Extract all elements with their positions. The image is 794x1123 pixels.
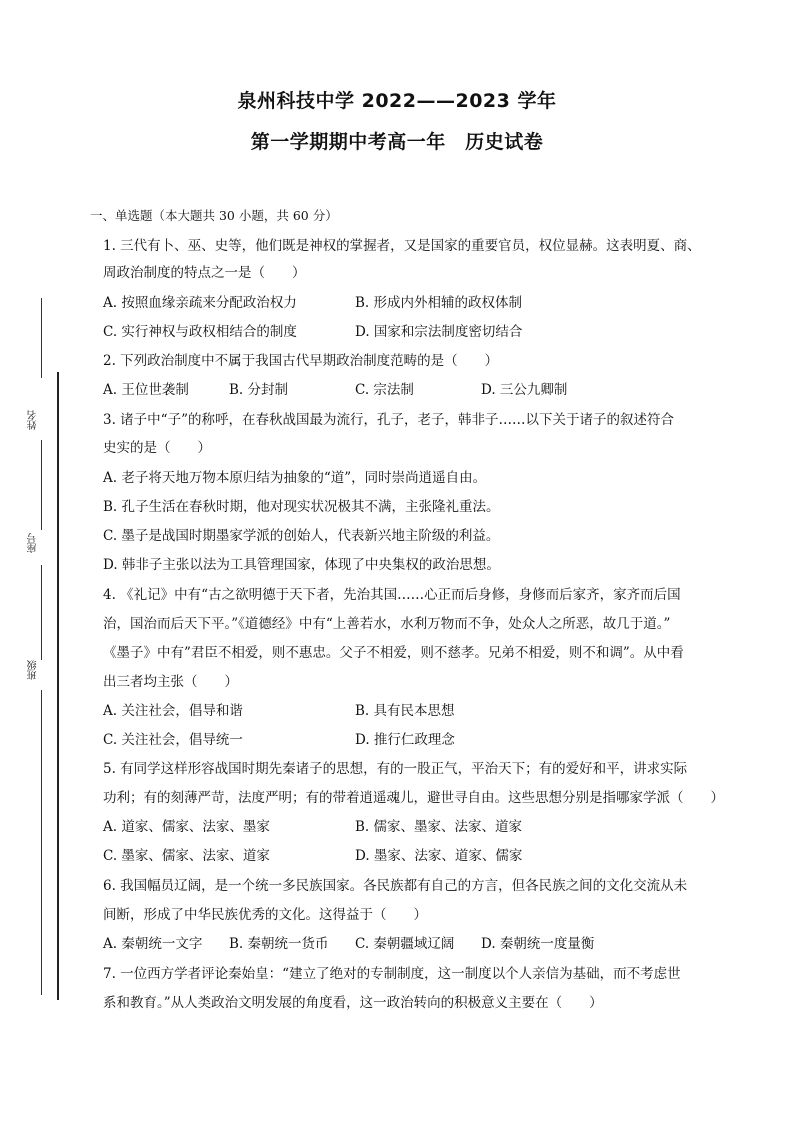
- q1-option-d: D. 国家和宗法制度密切结合: [355, 324, 523, 340]
- q6-option-b: B. 秦朝统一货币: [229, 936, 329, 952]
- margin-line-name: [41, 440, 42, 530]
- q3-option-d: D. 韩非子主张以法为工具管理国家，体现了中央集权的政治思想。: [103, 557, 500, 573]
- margin-seat-label: 座号: [28, 533, 39, 553]
- q1-line-1: 1. 三代有卜、巫、史等，他们既是神权的掌握者，又是国家的重要官员，权位显赫。这表明夏、商、: [103, 238, 701, 254]
- q3-option-c: C. 墨子是战国时期墨家学派的创始人，代表新兴地主阶级的利益。: [103, 528, 500, 544]
- margin-line-seat: [41, 565, 42, 660]
- q1-line-2: 周政治制度的特点之一是（ ）: [103, 265, 306, 281]
- q6-line-1: 6. 我国幅员辽阔，是一个统一多民族国家。各民族都有自己的方言，但各民族之间的文化交流从未: [103, 878, 688, 894]
- binding-line: [57, 372, 59, 1000]
- q1-option-a: A. 按照血缘亲疏来分配政治权力: [103, 295, 297, 311]
- q5-option-d: D. 墨家、法家、道家、儒家: [355, 848, 523, 864]
- section-heading: 一、单选题（本大题共 30 小题，共 60 分）: [90, 208, 338, 223]
- title-line-2: 第一学期期中考高一年 历史试卷: [250, 131, 544, 153]
- q4-option-d: D. 推行仁政理念: [355, 732, 455, 748]
- q4-option-b: B. 具有民本思想: [355, 703, 455, 719]
- q5-option-c: C. 墨家、儒家、法家、道家: [103, 848, 270, 864]
- q4-line-1: 4. 《礼记》中有“古之欲明德于天下者，先治其国……心正而后身修，身修而后家齐，家齐而后国: [103, 587, 681, 603]
- q5-option-b: B. 儒家、墨家、法家、道家: [355, 819, 523, 835]
- q4-line-4: 出三者均主张（ ）: [103, 674, 238, 690]
- q2-option-c: C. 宗法制: [355, 382, 414, 398]
- q6-line-2: 间断，形成了中华民族优秀的文化。这得益于（ ）: [103, 907, 427, 923]
- q7-line-2: 系和教育。”从人类政治文明发展的角度看，这一政治转向的积极意义主要在（ ）: [103, 995, 603, 1011]
- margin-line-bottom: [41, 690, 42, 995]
- q3-line-1: 3. 诸子中“子”的称呼，在春秋战国最为流行，孔子，老子，韩非子……以下关于诸子的叙述符合: [103, 412, 674, 428]
- q3-line-2: 史实的是（ ）: [103, 440, 211, 456]
- title-line-1: 泉州科技中学 2022——2023 学年: [237, 90, 557, 112]
- margin-name-label: 姓名: [28, 410, 39, 430]
- q5-option-a: A. 道家、儒家、法家、墨家: [103, 819, 270, 835]
- q2-option-b: B. 分封制: [229, 382, 289, 398]
- q3-option-b: B. 孔子生活在春秋时期，他对现实状况极其不满，主张隆礼重法。: [103, 499, 500, 515]
- q5-line-2: 功利；有的刻薄严苛，法度严明；有的带着逍遥魂儿，避世寻自由。这些思想分别是指哪家学派（ ）: [103, 790, 724, 806]
- q4-option-c: C. 关注社会，倡导统一: [103, 732, 243, 748]
- q2-line-1: 2. 下列政治制度中不属于我国古代早期政治制度范畴的是（ ）: [103, 353, 499, 369]
- q1-option-c: C. 实行神权与政权相结合的制度: [103, 324, 297, 340]
- margin-class-label: 班级: [28, 660, 39, 680]
- q2-option-d: D. 三公九卿制: [481, 382, 568, 398]
- q4-line-3: 《墨子》中有”君臣不相爱，则不惠忠。父子不相爱，则不慈孝。兄弟不相爱，则不和调”。从中看: [103, 645, 684, 661]
- margin-line-top: [41, 298, 42, 378]
- q7-line-1: 7. 一位西方学者评论秦始皇：“建立了绝对的专制制度，这一制度以个人亲信为基础，而不考虑世: [103, 966, 681, 982]
- q6-option-d: D. 秦朝统一度量衡: [481, 936, 595, 952]
- q6-option-a: A. 秦朝统一文字: [103, 936, 203, 952]
- q4-option-a: A. 关注社会，倡导和谐: [103, 703, 243, 719]
- q2-option-a: A. 王位世袭制: [103, 382, 189, 398]
- q4-line-2: 治，国治而后天下平。”《道德经》中有“上善若水，水利万物而不争，处众人之所恶，故几于道。”: [103, 616, 671, 632]
- q6-option-c: C. 秦朝疆域辽阔: [355, 936, 455, 952]
- q3-option-a: A. 老子将天地万物本原归结为抽象的“道”，同时崇尚逍遥自由。: [103, 470, 487, 486]
- q5-line-1: 5. 有同学这样形容战国时期先秦诸子的思想，有的一股正气，平治天下；有的爱好和平，讲求实际: [103, 761, 688, 777]
- q1-option-b: B. 形成内外相辅的政权体制: [355, 295, 523, 311]
